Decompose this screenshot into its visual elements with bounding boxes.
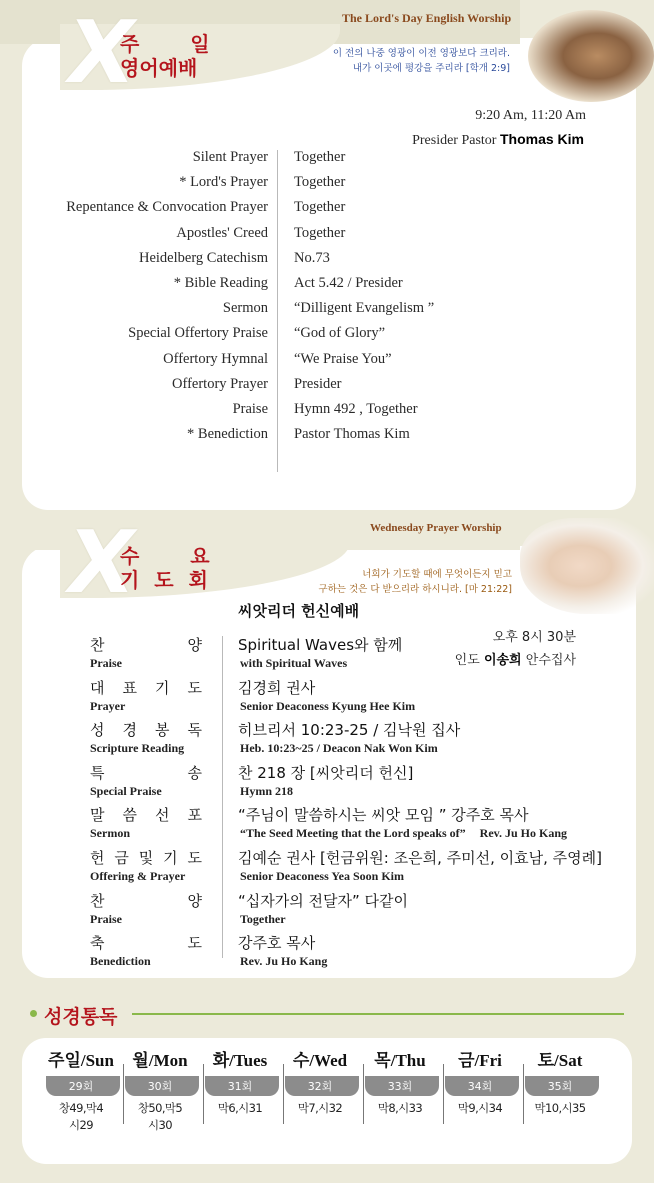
label-char: 및 — [138, 849, 154, 867]
praying-hands-photo — [520, 518, 654, 614]
day-name: 주일/Sun — [48, 1051, 114, 1070]
leader-prefix: 인도 — [454, 653, 480, 668]
label-char: 성 — [90, 721, 105, 740]
prayer-worship-title — [120, 544, 232, 592]
prayer-row-english-label: Praise — [90, 911, 122, 926]
order-label: * Benediction — [187, 426, 268, 443]
label-char: 금 — [114, 849, 129, 867]
order-label: Sermon — [222, 300, 268, 317]
order-value: “We Praise You” — [294, 350, 392, 367]
prayer-row-main: “주님이 말씀하시는 씨앗 모임 ” 강주호 목사 — [238, 806, 529, 825]
day-reading — [441, 1100, 519, 1117]
prayer-row-english-label: Praise — [90, 656, 122, 670]
title-line-1: 주 일 — [120, 32, 232, 56]
order-row — [22, 225, 622, 250]
day-name: 수/Wed — [292, 1051, 348, 1070]
prayer-row-detail — [240, 699, 415, 714]
order-value: Together — [294, 199, 346, 216]
order-value: Together — [294, 149, 346, 165]
prayer-row-main: Spiritual Waves와 함께 — [238, 636, 403, 654]
order-label: Offertory Hymnal — [163, 350, 268, 367]
day-column — [361, 1046, 439, 1156]
order-value: Hymn 492 , Together — [294, 401, 418, 417]
leader-suffix: 안수집사 — [525, 653, 576, 668]
label-char: 독 — [187, 721, 202, 740]
prayer-order-divider — [222, 636, 223, 958]
worship-time: 9:20 Am, 11:20 Am — [475, 108, 586, 123]
english-worship-caption: The Lord's Day English Worship — [342, 11, 512, 25]
prayer-worship-verse — [318, 567, 512, 597]
day-reading — [121, 1100, 199, 1134]
presider-line — [412, 131, 584, 149]
day-count: 34회 — [467, 1080, 493, 1093]
order-label: Offertory Prayer — [172, 375, 268, 392]
detail-text: “The Seed Meeting that the Lord speaks of” — [240, 826, 466, 841]
order-label: Apostles' Creed — [176, 224, 268, 241]
day-column — [201, 1046, 279, 1156]
crown-of-thorns-photo — [528, 10, 654, 102]
day-column — [121, 1046, 199, 1156]
order-row — [22, 300, 622, 325]
reading-line-2: 시29 — [69, 1118, 93, 1132]
day-reading — [281, 1100, 359, 1117]
order-label: Praise — [232, 401, 268, 417]
day-column — [521, 1046, 599, 1156]
day-separator — [203, 1064, 204, 1124]
order-label: * Lord's Prayer — [179, 174, 268, 191]
prayer-row-main: 강주호 목사 — [238, 934, 316, 953]
prayer-time: 오후 8시 30분 — [492, 630, 576, 645]
prayer-row-main: “십자가의 전달자” 다같이 — [238, 891, 408, 910]
label-char: 축 — [90, 934, 105, 953]
order-value: Act 5.42 / Presider — [294, 275, 403, 291]
day-count: 33회 — [387, 1080, 413, 1093]
order-row — [22, 174, 622, 199]
prayer-row-korean-label — [90, 847, 202, 868]
day-separator — [443, 1064, 444, 1124]
title-line-2: 기 도 회 — [120, 568, 212, 592]
order-row — [22, 149, 622, 174]
prayer-row-korean-label — [90, 719, 202, 740]
label-char: 도 — [187, 678, 202, 697]
prayer-row-main: 찬 218 장 [씨앗리더 헌신] — [238, 763, 414, 782]
order-label: Heidelberg Catechism — [139, 249, 268, 266]
day-name: 토/Sat — [537, 1051, 583, 1070]
reading-line-1: 창49,막4 — [58, 1101, 104, 1115]
order-label: Repentance & Convocation Prayer — [66, 199, 268, 216]
day-separator — [123, 1064, 124, 1124]
order-row — [22, 250, 622, 275]
day-reading — [521, 1100, 599, 1117]
label-char: 양 — [187, 891, 202, 910]
prayer-row-korean-label — [90, 762, 202, 783]
day-count: 30회 — [147, 1080, 173, 1093]
reading-line-1: 막7,시32 — [297, 1101, 343, 1115]
label-char: 말 — [90, 806, 105, 825]
day-count: 32회 — [307, 1080, 333, 1093]
order-row — [22, 376, 622, 401]
prayer-row-main: 김예순 권사 [헌금위원: 조은희, 주미선, 이효남, 주영례] — [238, 849, 602, 867]
detail-text: Together — [240, 911, 286, 926]
day-column — [281, 1046, 359, 1156]
detail-text: Hymn 218 — [240, 783, 294, 798]
label-char: 도 — [187, 934, 202, 953]
order-row — [22, 401, 622, 426]
title-rule — [132, 1013, 624, 1015]
leader-name: 이송희 — [483, 653, 522, 668]
detail-text: with Spiritual Waves — [240, 656, 348, 670]
reading-line-1: 막8,시33 — [377, 1101, 423, 1115]
prayer-row-main: 히브리서 10:23-25 / 김낙원 집사 — [238, 721, 461, 740]
day-count: 31회 — [227, 1080, 253, 1093]
order-row — [22, 426, 622, 451]
label-char: 씀 — [122, 806, 137, 825]
label-char: 특 — [90, 763, 105, 782]
order-row — [22, 199, 622, 224]
reading-line-2: 시30 — [148, 1118, 172, 1132]
english-worship-title — [120, 32, 232, 80]
day-name: 금/Fri — [458, 1051, 502, 1070]
service-title: 씨앗리더 헌신예배 — [238, 602, 360, 620]
order-label: * Bible Reading — [173, 275, 268, 291]
label-char: 송 — [187, 763, 202, 782]
prayer-row-detail — [240, 826, 567, 841]
prayer-row-korean-label — [90, 677, 202, 698]
prayer-row-detail — [240, 912, 286, 927]
prayer-row-english-label: Special Praise — [90, 783, 162, 798]
prayer-worship-caption: Wednesday Prayer Worship — [370, 522, 502, 534]
day-count: 29회 — [68, 1080, 94, 1093]
label-char: 대 — [90, 678, 105, 697]
reading-line-1: 막6,시31 — [217, 1101, 263, 1115]
order-value: Together — [294, 174, 346, 191]
label-char: 경 — [122, 721, 137, 740]
reading-line-1: 막10,시35 — [534, 1101, 586, 1115]
order-value: Presider — [294, 375, 342, 392]
label-char: 찬 — [90, 636, 105, 654]
x-emblem: X — [59, 3, 144, 103]
verse-line-1: 이 전의 나중 영광이 이전 영광보다 크리라. — [332, 48, 510, 59]
label-char: 기 — [163, 849, 178, 867]
reading-line-1: 막9,시34 — [457, 1101, 503, 1115]
label-char: 포 — [187, 806, 202, 825]
prayer-leader — [455, 649, 576, 668]
day-reading — [201, 1100, 279, 1117]
label-char: 선 — [155, 806, 170, 825]
label-char: 표 — [122, 678, 137, 697]
presider-label: Presider Pastor — [412, 133, 497, 148]
detail-text: Senior Deaconess Yea Soon Kim — [240, 869, 405, 883]
bullet-icon — [30, 1010, 37, 1017]
verse-line-2: 구하는 것은 다 받으리라 하시니라. [마 21:22] — [318, 584, 512, 595]
verse-line-2: 내가 이곳에 평강을 주리라 [학개 2:9] — [352, 63, 510, 74]
day-separator — [523, 1064, 524, 1124]
day-name: 월/Mon — [132, 1051, 188, 1070]
prayer-row-korean-label — [90, 804, 202, 825]
order-label: Silent Prayer — [192, 149, 268, 165]
prayer-row-english-label: Prayer — [90, 698, 126, 713]
day-name: 화/Tues — [212, 1051, 268, 1070]
label-char: 헌 — [90, 849, 105, 867]
day-separator — [283, 1064, 284, 1124]
detail-text: Heb. 10:23~25 / Deacon Nak Won Kim — [240, 741, 438, 756]
label-char: 찬 — [90, 891, 105, 910]
prayer-row-detail — [240, 784, 293, 799]
prayer-row-english-label: Scripture Reading — [90, 741, 185, 756]
order-value: “God of Glory” — [294, 325, 386, 342]
label-char: 양 — [187, 636, 202, 654]
prayer-row-korean-label — [90, 634, 202, 655]
order-value: Together — [294, 224, 346, 241]
order-row — [22, 351, 622, 376]
order-value: No.73 — [294, 249, 330, 266]
prayer-row-korean-label — [90, 932, 202, 953]
prayer-row-korean-label — [90, 890, 202, 911]
detail-text: Senior Deaconess Kyung Hee Kim — [240, 698, 416, 713]
order-row — [22, 275, 622, 300]
day-column — [42, 1046, 120, 1156]
prayer-row-detail — [240, 869, 404, 884]
verse-line-1: 너희가 기도할 때에 무엇이든지 믿고 — [362, 569, 512, 580]
title-line-2: 영어예배 — [120, 56, 198, 80]
order-row — [22, 325, 622, 350]
title-line-1: 수 요 — [120, 544, 232, 568]
label-char: 도 — [187, 849, 202, 867]
prayer-row-detail — [240, 656, 347, 671]
prayer-row-detail — [240, 741, 438, 756]
prayer-row-detail — [240, 954, 327, 969]
presider-name: Thomas Kim — [499, 131, 584, 147]
prayer-row-english-label: Sermon — [90, 826, 130, 841]
order-value: Pastor Thomas Kim — [294, 426, 410, 443]
x-emblem-2: X — [59, 513, 144, 613]
english-worship-verse — [333, 46, 510, 76]
day-name: 목/Thu — [374, 1051, 426, 1070]
day-column — [441, 1046, 519, 1156]
prayer-row-english-label: Offering & Prayer — [90, 869, 186, 883]
day-reading — [361, 1100, 439, 1117]
prayer-row-english-label: Benediction — [90, 954, 151, 969]
bible-reading-title: 성경통독 — [44, 1006, 118, 1028]
order-value: “Dilligent Evangelism ” — [294, 300, 435, 317]
reading-line-1: 창50,막5 — [137, 1101, 183, 1115]
detail-text: Rev. Ju Ho Kang — [240, 954, 328, 969]
day-count: 35회 — [547, 1080, 573, 1093]
day-separator — [363, 1064, 364, 1124]
day-reading — [42, 1100, 120, 1134]
order-label: Special Offertory Praise — [128, 325, 268, 342]
label-char: 봉 — [155, 721, 170, 740]
label-char: 기 — [155, 678, 170, 697]
prayer-row-main: 김경희 권사 — [238, 678, 316, 697]
detail-text-2: Rev. Ju Ho Kang — [479, 826, 568, 841]
